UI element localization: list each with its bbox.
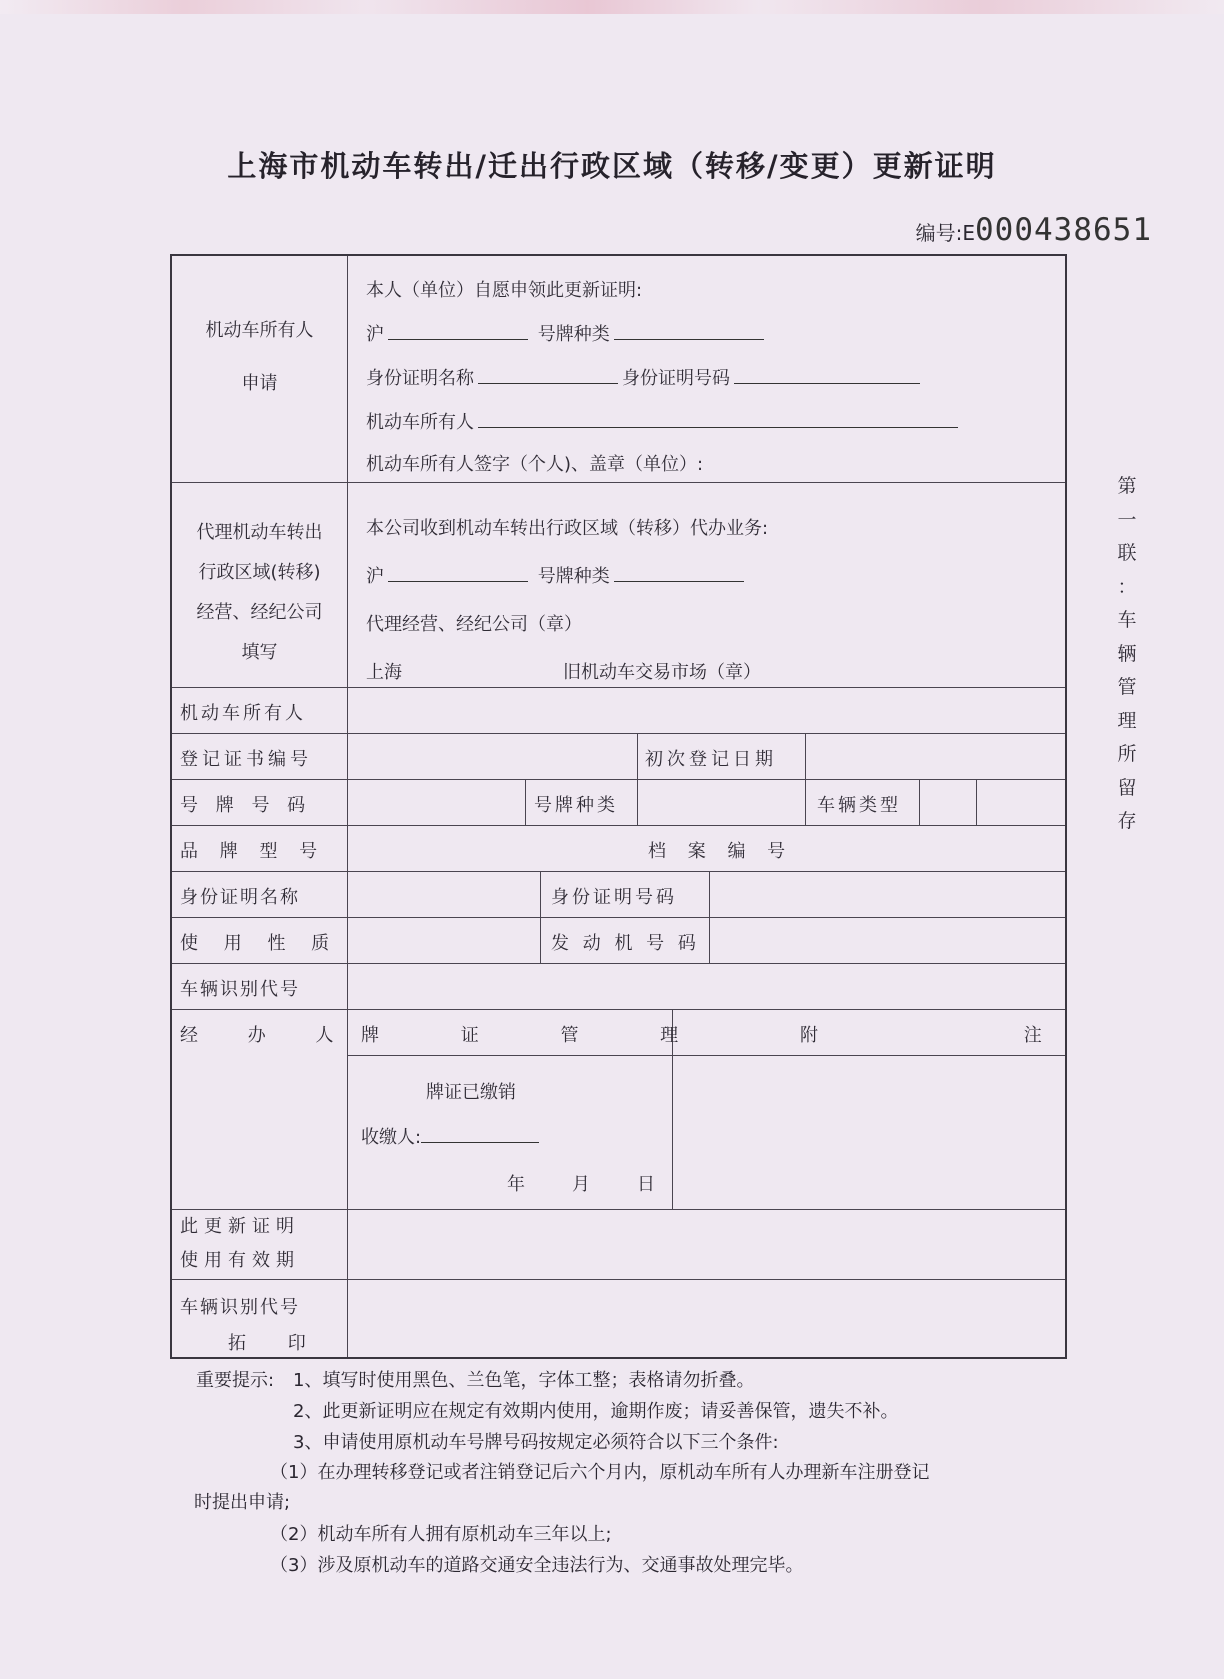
side-char: 管 [1117,676,1137,698]
owner-intro: 本人（单位）自愿申领此更新证明: [366,280,643,301]
note-1: 1、填写时使用黑色、兰色笔，字体工整；表格请勿折叠。 [293,1370,755,1391]
agent-intro: 本公司收到机动车转出行政区域（转移）代办业务: [366,518,769,539]
condition-2: （2）机动车所有人拥有原机动车三年以上; [270,1524,612,1545]
form-table [170,254,1142,1359]
side-char: 一 [1117,508,1137,531]
collector-label: 收缴人: [361,1127,422,1148]
grid-usage-label: 使 用 性 质 [180,933,340,954]
agent-plate-row [366,562,748,588]
owner-name-field[interactable] [478,409,958,428]
id-name-field[interactable] [478,365,618,384]
agent-label-3: 经营、经纪公司 [196,602,323,623]
collector-row [361,1123,543,1149]
notes-heading: 重要提示: [196,1370,275,1391]
condition-3: （3）涉及原机动车的道路交通安全违法行为、交通事故处理完毕。 [270,1555,804,1576]
condition-1: （1）在办理转移登记或者注销登记后六个月内，原机动车所有人办理新车注册登记 [270,1462,930,1483]
date-day: 日 [637,1174,655,1195]
side-char: ： [1117,575,1137,598]
grid-plate-type-label: 号牌种类 [534,795,618,816]
plate-type-field[interactable] [614,321,764,340]
validity-label-2: 使用有效期 [180,1250,300,1271]
side-char: 联 [1117,542,1137,564]
copy-side-note [1112,470,1142,839]
agent-label-4: 填写 [241,642,278,663]
agent-plate-prefix: 沪 [366,566,384,587]
grid-remarks-label: 附 注 [800,1025,1142,1046]
grid-owner-label: 机动车所有人 [180,703,306,724]
agent-city: 上海 [366,662,402,683]
vin-rubbing-label-2: 拓 印 [228,1333,324,1354]
grid-plate-no-label: 号 牌 号 码 [180,795,312,816]
serial-label: 编号:E [915,221,976,245]
side-char: 理 [1117,709,1137,732]
owner-apply-label-1: 机动车所有人 [205,320,314,341]
side-char: 留 [1117,776,1137,799]
owner-name-row [366,408,962,434]
note-3: 3、申请使用原机动车号牌号码按规定必须符合以下三个条件: [293,1432,779,1453]
grid-vehicle-type-label: 车辆类型 [817,795,901,816]
agent-market: 旧机动车交易市场（章） [563,662,761,683]
grid-file-no-label: 档 案 编 号 [648,841,794,862]
side-char: 第 [1117,475,1137,497]
agent-plate-type-field[interactable] [614,563,744,582]
serial-value: 000438651 [975,212,1152,248]
side-char: 辆 [1117,642,1137,665]
side-char: 存 [1117,810,1137,832]
agent-plate-field[interactable] [388,563,528,582]
grid-brand-model-label: 品 牌 型 号 [180,841,326,862]
grid-id-number-label: 身份证明号码 [551,887,677,908]
grid-first-reg-label: 初次登记日期 [645,749,777,770]
grid-engine-no-label: 发 动 机 号 码 [551,933,700,954]
agent-company: 代理经营、经纪公司（章） [366,614,582,635]
grid-handler-label: 经 办 人 [180,1025,356,1046]
document-title: 上海市机动车转出/迁出行政区域（转移/变更）更新证明 [227,149,997,183]
id-number-field[interactable] [734,365,920,384]
agent-label-1: 代理机动车转出 [196,522,323,543]
agent-label-2: 行政区域(转移) [198,562,321,583]
plate-number-field[interactable] [388,321,528,340]
owner-id-row [366,364,924,390]
owner-plate-row [366,320,768,346]
plate-prefix: 沪 [366,324,384,345]
owner-signature: 机动车所有人签字（个人)、盖章（单位）: [366,454,704,475]
grid-plate-mgmt-label: 牌 证 管 理 [361,1025,717,1046]
validity-label-1: 此更新证明 [180,1216,300,1237]
collector-field[interactable] [421,1124,539,1143]
id-number-label: 身份证明号码 [622,368,730,389]
owner-name-label: 机动车所有人 [366,412,474,433]
plate-type-label: 号牌种类 [537,324,610,345]
grid-vin-label: 车辆识别代号 [180,979,300,1000]
condition-1-cont: 时提出申请; [194,1492,291,1513]
side-char: 车 [1117,609,1137,631]
plate-cancelled: 牌证已缴销 [426,1082,516,1103]
agent-plate-type-label: 号牌种类 [537,566,610,587]
grid-id-name-label: 身份证明名称 [180,887,300,908]
date-month: 月 [572,1174,590,1195]
date-year: 年 [507,1174,525,1195]
owner-apply-label-2: 申请 [241,373,278,394]
grid-reg-cert-label: 登记证书编号 [180,749,312,770]
vin-rubbing-label-1: 车辆识别代号 [180,1297,300,1318]
id-name-label: 身份证明名称 [366,368,474,389]
side-char: 所 [1117,743,1137,765]
paper-top-edge [0,0,1224,14]
serial-number [916,212,1152,248]
note-2: 2、此更新证明应在规定有效期内使用，逾期作废；请妥善保管，遗失不补。 [293,1401,899,1422]
